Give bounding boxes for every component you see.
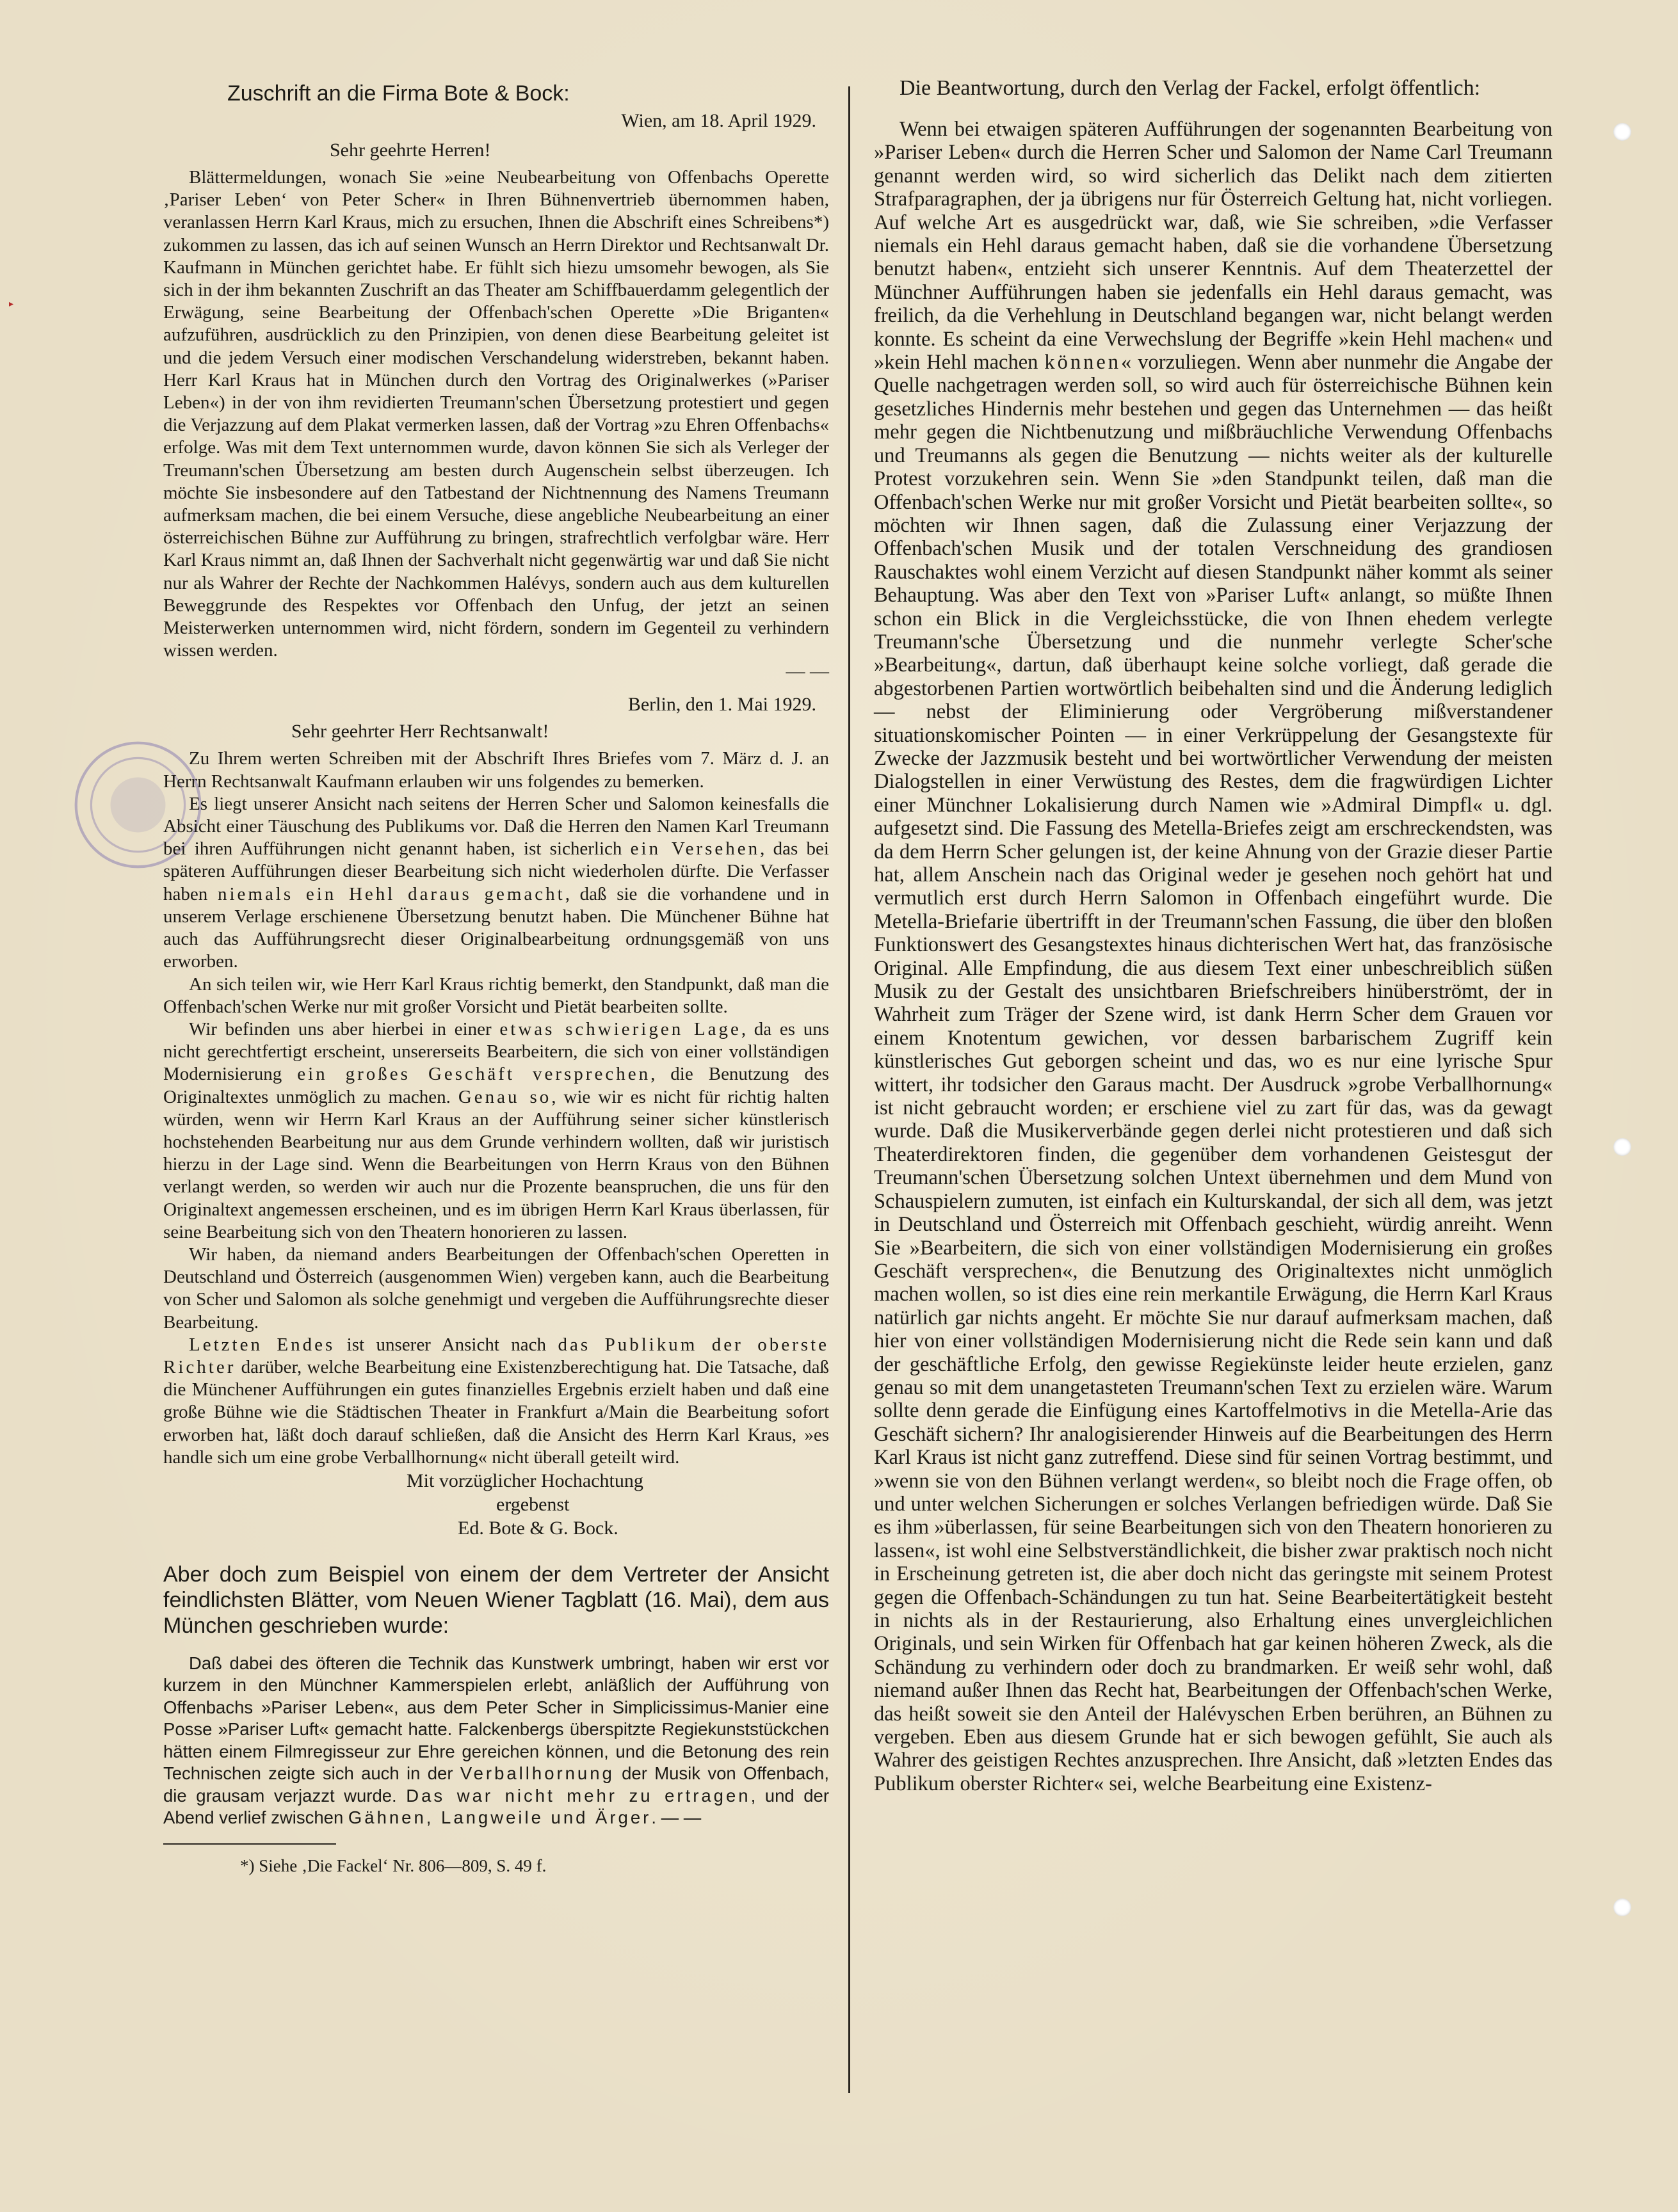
right-column: [874, 76, 1553, 1795]
text-run: Wenn bei etwaigen späteren Aufführungen der sogenannten Bearbeitung von »Pariser Leben« durch die Herren Scher und Salomon der Name Carl Treumann genannt werden wird, so wird sicherlich das Delikt nach dem zitierten Strafparagraphen, der ja übrigens nur für Österreich Geltung hat, nicht vorliegen. Auf welche Art es ausgedrückt war, daß, wie Sie schreiben, »die Verfasser niemals ein Hehl daraus gemacht haben, daß sie die vorhandene Übersetzung benutzt haben«, entzieht sich unserer Kenntnis. Auf dem Theaterzettel der Münchner Aufführungen haben sie jedenfalls ein Hehl daraus gemacht, was freilich, da die Verhehlung in Deutschland begangen war, nicht belangt werden konnte. Es scheint da eine Verwechslung der Begriffe »kein Hehl machen« und »kein Hehl machen: [874, 118, 1553, 374]
spaced-emphasis: Genau so: [458, 1086, 552, 1107]
spaced-emphasis: Das war nicht mehr zu ertragen: [406, 1785, 751, 1806]
punch-hole: [1613, 123, 1631, 141]
letter2-paragraph: [163, 1018, 829, 1244]
letter1-date: Wien, am 18. April 1929.: [621, 110, 816, 131]
letter2-closing: [163, 1469, 829, 1540]
text-run: , und der Abend verlief zwischen: [163, 1785, 829, 1828]
letter-heading: Zuschrift an die Firma Bote & Bock:: [227, 81, 570, 106]
letter2-paragraph: [163, 793, 829, 974]
letter1-salutation: Sehr geehrte Herren!: [330, 140, 491, 161]
text-run: , die Benutzung des Originaltextes unmöglich zu machen.: [163, 1064, 830, 1107]
spaced-emphasis: Verballhornung: [460, 1763, 615, 1784]
newspaper-quote: [163, 1653, 829, 1829]
text-run: der Musik von Offenbach, die grausam verjazzt wurde.: [163, 1763, 829, 1806]
letter2-paragraph: Wir haben, da niemand anders Bearbeitungen der Offenbach'schen Operetten in Deutschland und Österreich (ausgenommen Wien) vergeben kann, auch die Bearbeitung von Scher und Salomon als solche genehmigt und vergeben die Aufführungsrechte dieser Bearbeitung.: [163, 1244, 829, 1333]
closing-line: ergebenst: [496, 1493, 570, 1515]
spaced-emphasis: Gähnen, Langweile und Ärger: [348, 1807, 652, 1828]
red-mark-icon: ▸: [9, 300, 14, 309]
closing-line: Mit vorzüglicher Hochachtung: [407, 1470, 643, 1491]
spaced-emphasis: können: [1044, 351, 1122, 374]
letter2-date: Berlin, den 1. Mai 1929.: [627, 694, 816, 716]
letter1-body: Blättermeldungen, wonach Sie »eine Neubearbeitung von Offenbachs Operette ‚Pariser Leben‘ von Peter Scher« in Ihren Bühnenvertrieb übernommen haben, veranlassen Herrn Karl Kraus, mich zu ersuchen, Ihnen die Abschrift eines Schreibens*) zukommen zu lassen, das ich auf seinen Wunsch an Herrn Direktor und Rechtsanwalt Dr. Kaufmann in München gerichtet habe. Er fühlt sich hiezu umsomehr bewogen, als Sie sich in der ihm bekannten Zuschrift an das Theater am Schiffbauerdamm gelegentlich der Erwägung, seine Bearbeitung der Offenbach'schen Operette »Die Briganten« aufzuführen, ausdrücklich zu den Prinzipien, von denen diese Bearbeitung geleitet ist und die jedem Versuch einer modischen Verschandelung widerstreben, bekannt haben. Herr Karl Kraus hat in München durch den Vortrag des Originalwerkes (»Pariser Leben«) in der von ihm revidierten Treumann'schen Übersetzung protestiert und gegen die Verjazzung auf dem Plakat vermerken lassen, daß der Vortrag »zu Ehren Offenbachs« erfolge. Was mit dem Text unternommen wurde, davon können Sie sich als Verleger der Treumann'schen Übersetzung am besten durch Augenschein selbst überzeugen. Ich möchte Sie insbesondere auf den Tatbestand der Nichtnennung des Namens Treumann aufmerksam machen, die bei einem Versuche, diese angebliche Neubearbeitung an einer österreichischen Bühne zur Aufführung zu bringen, strafrechtlich verfolgbar wäre. Herr Karl Kraus nimmt an, daß Ihnen der Sachverhalt nicht gegenwärtig war und daß Sie nicht nur als Wahrer der Rechte der Nachkommen Halévys, sondern auch aus dem kulturellen Beweggrunde des Respektes vor Offenbach den Unfug, der jetzt an seinen Meisterwerken unternommen wird, nicht fördern, sondern im Gegenteil zu verhindern wissen werden.: [163, 167, 829, 661]
text-run: Es liegt unserer Ansicht nach seitens der Herren Scher und Salomon keinesfalls die Absicht einer Täuschung des Publikums vor. Daß die Herren den Namen Karl Treumann bei ihren Aufführungen nicht genannt haben, ist sicherlich: [163, 793, 829, 860]
letter1-end-mark: — —: [786, 661, 829, 682]
footnote-rule: [163, 1843, 336, 1845]
text-run: , daß sie die vorhandene und in unserem Verlage erschienene Übersetzung benutzt haben. Die Münchener Bühne hat auch das Aufführungsrecht dieser Originalbearbeitung ordnungsgemäß von uns erworben.: [163, 883, 829, 972]
text-run: Daß dabei des öfteren die Technik das Kunstwerk umbringt, haben wir erst vor kurzem in den Münchner Kammerspielen erlebt, anläßlich der Aufführung von Offenbachs »Pariser Leben«, aus dem Peter Scher in Simplicissimus-Manier eine Posse »Pariser Luft« gemacht hatte. Falckenbergs überspitzte Regiekunststückchen hätten einem Filmregisseur zur Ehre gereichen können, und die Betonung des rein Technischen zeigte sich auch in der: [163, 1653, 829, 1784]
text-run: darüber, welche Bearbeitung eine Existenzberechtigung hat. Die Tatsache, daß die Münchener Aufführungen ein gutes finanzielles Ergebnis erzielt haben und daß eine große Bühne wie die Städtischen Theater in Frankfurt a/Main die Bearbeitung sofort erworben hat, läßt doch darauf schließen, daß die Ansicht des Herrn Karl Kraus, »es handle sich um eine grobe Verballhornung« nicht überall geteilt wird.: [163, 1356, 829, 1468]
footnote: *) Siehe ‚Die Fackel‘ Nr. 806—809, S. 49 f.: [240, 1855, 547, 1875]
spaced-emphasis: Letzten Endes: [189, 1334, 335, 1355]
spaced-emphasis: niemals ein Hehl daraus gemacht: [217, 883, 565, 904]
text-run: , da es uns nicht gerechtfertigt erscheint, unsererseits Bearbeitern, die sich von einer vollständigen Modernisierung: [163, 1018, 829, 1085]
spaced-emphasis: etwas schwierigen Lage: [499, 1018, 741, 1039]
intro-paragraph: Aber doch zum Beispiel von einem der dem Vertreter der Ansicht feindlichsten Blätter, vom Neuen Wiener Tagblatt (16. Mai), dem aus München geschrieben wurde:: [163, 1562, 829, 1638]
response-heading: Die Beantwortung, durch den Verlag der Fackel, erfolgt öffentlich:: [900, 76, 1481, 100]
letter2-salutation: Sehr geehrter Herr Rechtsanwalt!: [291, 721, 549, 742]
text-run: , das bei späteren Aufführungen dieser Bearbeitung sich nicht wiederholen dürfte. Die Verfasser haben: [163, 838, 829, 904]
letter2-paragraph: An sich teilen wir, wie Herr Karl Kraus richtig bemerkt, den Standpunkt, daß man die Offenbach'schen Werke nur mit großer Vorsicht und Pietät bearbeiten sollte.: [163, 974, 829, 1017]
letter2-paragraph: Zu Ihrem werten Schreiben mit der Abschrift Ihres Briefes vom 7. März d. J. an Herrn Rechtsanwalt Kaufmann erlauben wir uns folgendes zu bemerken.: [163, 748, 829, 792]
spaced-emphasis: das Publikum der oberste Richter: [163, 1334, 829, 1377]
text-run: , wie wir es nicht für richtig halten würden, wenn wir Herrn Karl Kraus an der Aufführung seiner sicher künstlerisch hochstehenden Bearbeitung nur aus dem Grunde verhindern wollten, daß wir juristisch hierzu in der Lage sind. Wenn die Bearbeitungen von Herrn Kraus von den Bühnen verlangt werden, so werden wir auch nur die Prozente beanspruchen, die uns für den Originaltext angemessen erscheinen, und es im übrigen Herrn Karl Kraus überlassen, für seine Bearbeitung sich von den Theatern honorieren zu lassen.: [163, 1086, 829, 1242]
punch-hole: [1613, 1138, 1631, 1156]
left-column: [163, 76, 829, 1877]
text-run: ist unserer Ansicht nach: [335, 1334, 558, 1355]
spaced-emphasis: ein Versehen: [630, 838, 761, 860]
column-divider: [848, 86, 850, 2093]
text-run: « vorzuliegen. Wenn aber nunmehr die Angabe der Quelle nachgetragen werden soll, so wird auch für österreichische Bühnen kein gesetzliches Hindernis mehr bestehen und gegen das Unternehmen — das heißt mehr gegen die Nichtbenutzung und mißbräuchliche Verwendung Offenbachs und Treumanns als gegen die Benutzung — nichts weiter als der kulturelle Protest vorzukehren sein. Wenn Sie »den Standpunkt teilen, daß man die Offenbach'schen Werke nur mit großer Vorsicht und Pietät bearbeiten sollte«, so möchten wir Ihnen sagen, daß die Zulassung einer Verjazzung der Offenbach'schen Musik und der totalen Verschneidung des grandiosen Rauschaktes wohl einem Verzicht auf diesen Standpunkt näher kommt als seiner Behauptung. Was aber den Text von »Pariser Luft« anlangt, so müßte Ihnen schon ein Blick in die Vergleichsstücke, die von Ihnen ehedem verlegte Treumann'sche Übersetzung und die nunmehr verlegte Scher'sche »Bearbeitung«, dartun, daß überhaupt keine solche vorliegt, daß gerade die abgestorbenen Partien wortwörtlich beibehalten sind und die Änderung lediglich — nebst der Eliminierung oder Vergröberung mißverstandener situationskomischer Pointen — in einer Verkrüppelung der Gesangstexte für Zwecke der Jazzmusik besteht und bei wortwörtlicher Verwendung der meisten Dialogstellen in einer Verwüstung des Restes, dem die fragwürdigen Lichter einer Münchner Lokalisierung durch Namen wie »Admiral Dimpfl« u. dgl. aufgesetzt sind. Die Fassung des Metella-Briefes zeigt am erschreckendsten, was da dem Herrn Scher gelungen ist, der keine Ahnung von der Grazie dieser Partie hat, allem Anschein nach das Original weder je gesehen noch gehört hat und vermutlich erst durch Herrn Salomon in Offenbach eingeführt wurde. Die Metella-Briefarie übertrifft in der Treumann'schen Fassung, die über den bloßen Funktionswert des Gesangstextes hinaus dichterischen Wert hat, das französische Original. Alle Empfindung, die aus diesem Text einer unbeschreiblich süßen Musik zu der Gestalt des unsichtbaren Briefschreibers hinüberströmt, der in Wahrheit zum Träger der Szene wird, ist dank Herrn Scher dem Grauen vor einem Knotentum gewichen, vor dessen barbarischem Zugriff kein künstlerisches Gut geborgen scheint und das, wo es nur eine lyrische Spur wittert, ihr todsicher den Garaus macht. Der Ausdruck »grobe Verballhornung« ist nicht gebraucht worden; er erschiene viel zu zart für das, was da gewagt wurde. Daß die Musikerverbände gegen derlei nicht protestieren und daß sich Theaterdirektoren finden, die gegenüber dem vorhandenen Geistesgut der Treumann'schen Übersetzung solchen Untext übernehmen und dem Mund von Schauspielern zumuten, ist einfach ein Kulturskandal, der sich all dem, was jetzt in Deutschland und Österreich mit Offenbach geschieht, würdig anreiht. Wenn Sie »Bearbeitern, die sich von einer vollständigen Modernisierung ein großes Geschäft versprechen«, die Benutzung des Originaltextes nicht unmöglich machen wollen, so ist dies eine rein merkantile Erwägung, die Herrn Karl Kraus natürlich gar nichts angeht. Er möchte Sie nur darauf aufmerksam machen, daß hier von einer vollständigen Modernisierung nicht die Rede sein kann und daß der geschäftliche Erfolg, den gewisse Regiekünste leider heute erzielen, ganz genau so mit dem unangetasteten Treumann'schen Text zu erzielen wäre. Warum sollte denn gerade die Einfügung eines Kartoffelmotivs in die Metella-Arie das Geschäft sichern? Ihr analogisierender Hinweis auf die Bearbeitungen des Herrn Karl Kraus ist nicht ganz zutreffend. Diese sind für seinen Vortrag bestimmt, und »wenn sie von den Bühnen verlangt werden«, so bleibt noch die Frage offen, ob und unter welchen Sicherungen er solches Verlangen befriedigen würde. Daß Sie es ihm »überlassen, für seine Bearbeitungen sich von den Theatern honorieren zu lassen«, ist wohl eine Selbstverständlichkeit, die bisher zwar praktisch noch nicht in Erscheinung getreten ist, die aber doch nicht das geringste mit seinem Protest gegen die Offenbach-Schändungen zu tun hat. Seine Bearbeitertätigkeit besteht in nichts als in der Restaurierung, also Erhaltung eines unvergleichlichen Originals, und sein Wirken für Offenbach hat gar keinen höheren Zweck, als die Schändung zu verhindern oder doch zu brandmarken. Er weiß sehr wohl, daß niemand außer Ihnen das Recht hat, Bearbeitungen der Offenbach'schen Werke, das heißt soweit sie den Anteil der Halévyschen Erben berühren, an Bühnen zu vergeben. Eben aus diesem Grunde hat er sich bewogen gefühlt, Sie auch als Wahrer des geistigen Rechtes anzusprechen. Ihre Ansicht, daß »letzten Endes das Publikum oberster Richter« sei, welche Bearbeitung eine Existenz-: [874, 351, 1553, 1795]
text-run: . — —: [651, 1807, 702, 1828]
spaced-emphasis: ein großes Geschäft versprechen: [297, 1064, 651, 1085]
letter2-paragraph: [163, 1334, 829, 1469]
punch-hole: [1613, 1898, 1631, 1916]
response-body: [874, 118, 1553, 1795]
signature: Ed. Bote & G. Bock.: [458, 1517, 618, 1539]
text-run: Wir befinden uns aber hierbei in einer: [189, 1018, 500, 1039]
